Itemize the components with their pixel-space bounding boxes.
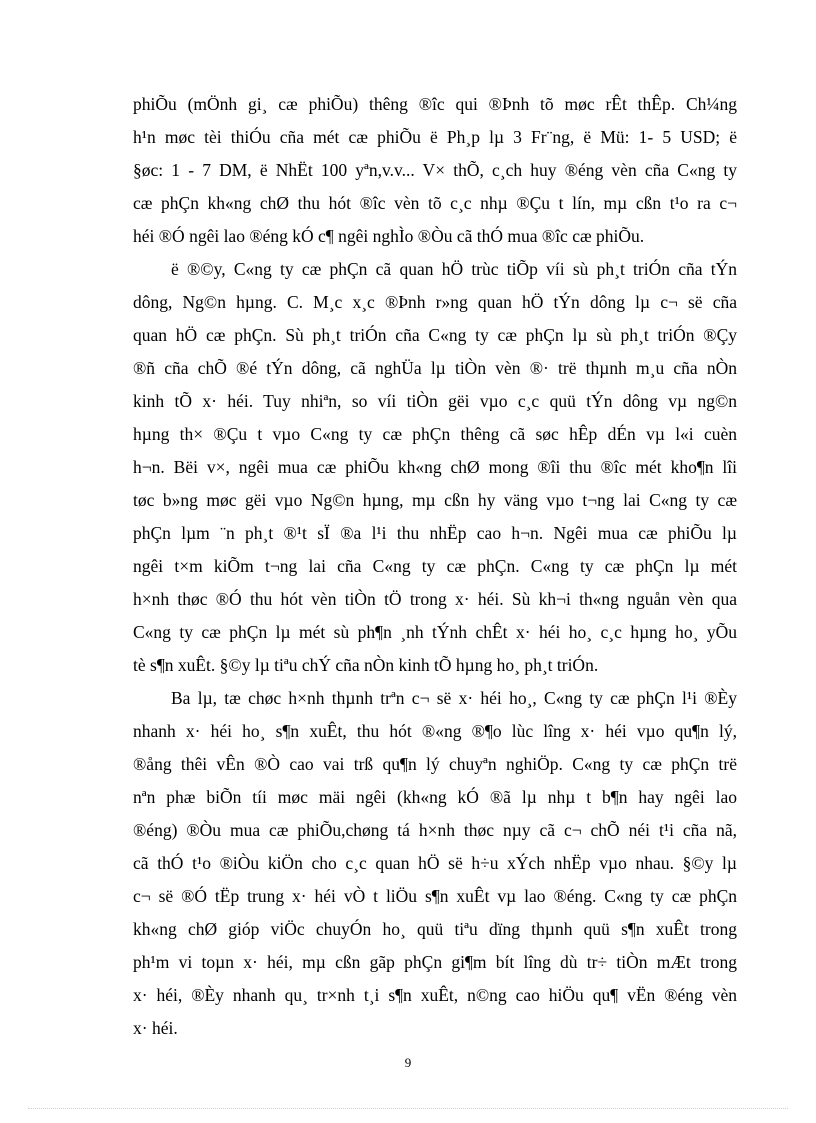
body-text-line: nhanh x· héi ho¸ s¶n xuÊt, thu hót ®«ng ®¶o lùc lîng x· héi vµo qu¶n lý, [133,721,737,741]
body-text-line: héi ®Ó ngêi lao ®éng kÓ c¶ ngêi nghÌo ®Òu cã thÓ mua ®îc cæ phiÕu. [133,226,645,246]
body-text-line: quan hÖ cæ phÇn. Sù ph¸t triÓn cña C«ng ty cæ phÇn lµ sù ph¸t triÓn ®Çy [133,325,737,345]
body-text-line: kinh tÕ x· héi. Tuy nhiªn, so víi tiÒn gëi vµo c¸c quü tÝn dông vµ ng©n [133,391,737,411]
body-text-line: §øc: 1 - 7 DM, ë NhËt 100 yªn,v.v... V× thÕ, c¸ch huy ®éng vèn cña C«ng ty [133,160,737,180]
body-text-line: cæ phÇn kh«ng chØ thu hót ®îc vèn tõ c¸c nhµ ®Çu t lín, mµ cßn t¹o ra c¬ [133,193,737,213]
body-text-line: ngêi t×m kiÕm t¬ng lai cña C«ng ty cæ phÇn. C«ng ty cæ phÇn lµ mét [133,556,737,576]
body-text-line: h¹n møc tèi thiÓu cña mét cæ phiÕu ë Ph¸p lµ 3 Fr¨ng, ë Mü: 1- 5 USD; ë [133,127,737,147]
body-text-line: tè s¶n xuÊt. §©y lµ tiªu chÝ cña nÒn kinh tÕ hµng ho¸ ph¸t triÓn. [133,655,599,675]
body-text-line: ®éng) ®Òu mua cæ phiÕu,chøng tá h×nh thøc nµy cã c¬ chÕ néi t¹i cña nã, [133,820,737,840]
body-text-line: h×nh thøc ®Ó thu hót vèn tiÒn tÖ trong x· héi. Sù kh¬i th«ng nguån vèn qua [133,589,737,609]
paragraph-first-line: Ba lµ, tæ chøc h×nh thµnh trªn c¬ së x· héi ho¸, C«ng ty cæ phÇn l¹i ®Èy [171,688,737,708]
body-text-line: c¬ së ®Ó tËp trung x· héi vÒ t liÖu s¶n xuÊt vµ lao ®éng. C«ng ty cæ phÇn [133,886,737,906]
body-text-line: x· héi. [133,1018,178,1038]
body-text-line: ®ñ cña chÕ ®é tÝn dông, cã nghÜa lµ tiÒn vèn ®· trë thµnh m¸u cña nÒn [133,358,737,378]
body-text-line: nªn phæ biÕn tíi møc mäi ngêi (kh«ng kÓ ®ã lµ nhµ t b¶n hay ngêi lao [133,787,737,807]
body-text-line: kh«ng chØ gióp viÖc chuyÓn ho¸ quü tiªu dïng thµnh quü s¶n xuÊt trong [133,919,737,939]
body-text-line: C«ng ty cæ phÇn lµ mét sù ph¶n ¸nh tÝnh chÊt x· héi ho¸ c¸c hµng ho¸ yÕu [133,622,737,642]
page-bottom-divider [28,1108,788,1109]
body-text-line: dông, Ng©n hµng. C. M¸c x¸c ®Þnh r»ng quan hÖ tÝn dông lµ c¬ së cña [133,292,737,312]
paragraph-first-line: ë ®©y, C«ng ty cæ phÇn cã quan hÖ trùc tiÕp víi sù ph¸t triÓn cña tÝn [171,259,737,279]
body-text-line: ®ång thêi vÊn ®Ò cao vai trß qu¶n lý chuyªn nghiÖp. C«ng ty cæ phÇn trë [133,754,737,774]
body-text-line: phÇn lµm ¨n ph¸t ®¹t sÏ ®a l¹i thu nhËp cao h¬n. Ngêi mua cæ phiÕu lµ [133,523,737,543]
body-text-line: phiÕu (mÖnh gi¸ cæ phiÕu) thêng ®îc qui ®Þnh tõ møc rÊt thÊp. Ch¼ng [133,94,737,114]
body-text-line: h¬n. Bëi v×, ngêi mua cæ phiÕu kh«ng chØ mong ®îi thu ®îc mét kho¶n lîi [133,457,737,477]
body-text-line: cã thÓ t¹o ®iÒu kiÖn cho c¸c quan hÖ së h÷u xÝch nhËp vµo nhau. §©y lµ [133,853,737,873]
body-text-line: ph¹m vi toµn x· héi, mµ cßn gãp phÇn gi¶m bít lîng dù tr÷ tiÒn mÆt trong [133,952,737,972]
body-text-line: hµng th× ®Çu t vµo C«ng ty cæ phÇn thêng cã søc hÊp dÉn vµ l«i cuèn [133,424,737,444]
body-text-line: tøc b»ng møc gëi vµo Ng©n hµng, mµ cßn hy väng vµo t¬ng lai C«ng ty cæ [133,490,737,510]
body-text-line: x· héi, ®Èy nhanh qu¸ tr×nh t¸i s¶n xuÊt, n©ng cao hiÖu qu¶ vËn ®éng vèn [133,985,737,1005]
page-number: 9 [404,1055,412,1070]
